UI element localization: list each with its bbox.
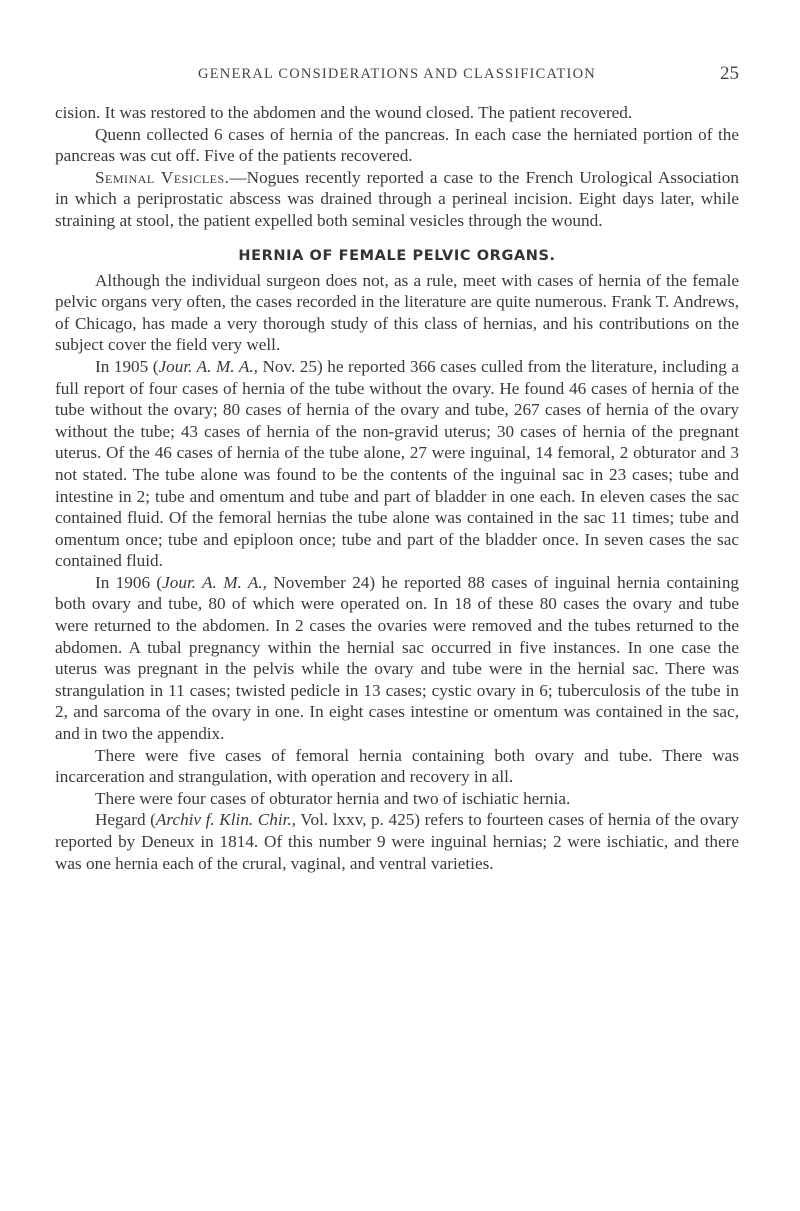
paragraph-seminal-vesicles bbox=[55, 167, 739, 232]
paragraph-continuation: cision. It was restored to the abdomen and the wound closed. The patient recovered. bbox=[55, 103, 633, 122]
paragraph-pancreas: Quenn collected 6 cases of hernia of the pancreas. In each case the herniated portion of the pancreas was cut off. Five of the patients recovered. bbox=[55, 124, 739, 166]
paragraph-seminal-vesicles-text: —Nogues recently reported a case to the French Urological Association in which a periprostatic abscess was drained through a perineal incision. Eight days later, while straining at stool, the patient expelled both seminal vesicles through the wound. bbox=[55, 167, 739, 230]
citation-jour-ama-1905: Jour. A. M. A., bbox=[158, 356, 258, 376]
paragraph-1905-text: Nov. 25) he reported 366 cases culled from the literature, including a full report of four cases of hernia of the tube without the ovary. He found 46 cases of hernia of the tube without the ovary; 80 cases of hernia of the ovary and tube, 267 cases of hernia of the ovary without the tube; 43 cases of hernia of the non-gravid uterus; 30 cases of hernia of the pregnant uterus. Of the 46 cases of hernia of the tube alone, 27 were inguinal, 14 femoral, 2 obturator and 3 not stated. The tube alone was found to be the contents of the inguinal sac in 23 cases; tube and intestine in 2; tube and omentum and tube and part of bladder in one each. In eleven cases the sac contained fluid. Of the femoral hernias the tube alone was contained in the sac 11 times; tube and omentum once; tube and epiploon once; tube and part of the bladder once. In seven cases the sac contained fluid. bbox=[55, 356, 739, 571]
running-header-title: GENERAL CONSIDERATIONS AND CLASSIFICATION bbox=[198, 66, 596, 82]
citation-jour-ama-1906: Jour. A. M. A., bbox=[162, 572, 267, 592]
paragraph-introduction: Although the individual surgeon does not, as a rule, meet with cases of hernia of the female pelvic organs very often, the cases recorded in the literature are quite numerous. Frank T. Andrews, of Chicago, has made a very thorough study of this class of hernias, and his contributions on the subject cover the field very well. bbox=[55, 270, 739, 355]
running-header bbox=[55, 63, 739, 92]
paragraph-hegard-lead: Hegard ( bbox=[95, 810, 156, 830]
paragraph-1906-report bbox=[55, 572, 739, 745]
paragraph-1906-text: November 24) he reported 88 cases of inguinal hernia containing both ovary and tube, 80 of which were operated on. In 18 of these 80 cases the ovary and tube were returned to the abdomen. In 2 cases the ovaries were removed and the tubes returned to the abdomen. A tubal pregnancy within the hernial sac occurred in five instances. In one case the uterus was pregnant in the pelvis while the ovary and tube were in the hernial sac. There was strangulation in 11 cases; twisted pedicle in 13 cases; cystic ovary in 6; tuberculosis of the tube in 2, and sarcoma of the ovary in one. In eight cases intestine or omentum was contained in the sac, and in two the appendix. bbox=[55, 572, 740, 744]
book-page bbox=[55, 63, 740, 874]
paragraph-1905-report bbox=[55, 356, 739, 572]
paragraph-hegard-text: Vol. lxxv, p. 425) refers to fourteen cases of hernia of the ovary reported by Deneux in 1814. Of this number 9 were inguinal hernias; 2 were ischiatic, and there was one hernia each of the crural, vaginal, and ventral varieties. bbox=[55, 810, 739, 873]
paragraph-1906-lead: In 1906 ( bbox=[95, 572, 163, 592]
run-in-heading-seminal-vesicles: Seminal Vesicles. bbox=[95, 167, 230, 187]
paragraph-hegard bbox=[55, 809, 739, 874]
citation-archiv-klin-chir: Archiv f. Klin. Chir., bbox=[155, 810, 297, 830]
paragraph-1905-lead: In 1905 ( bbox=[95, 356, 159, 376]
paragraph-obturator-hernia: There were four cases of obturator hernia and two of ischiatic hernia. bbox=[95, 788, 571, 808]
section-heading: HERNIA OF FEMALE PELVIC ORGANS. bbox=[238, 247, 556, 264]
page-number: 25 bbox=[720, 63, 739, 84]
paragraph-femoral-hernia: There were five cases of femoral hernia containing both ovary and tube. There was incarceration and strangulation, with operation and recovery in all. bbox=[55, 745, 739, 787]
